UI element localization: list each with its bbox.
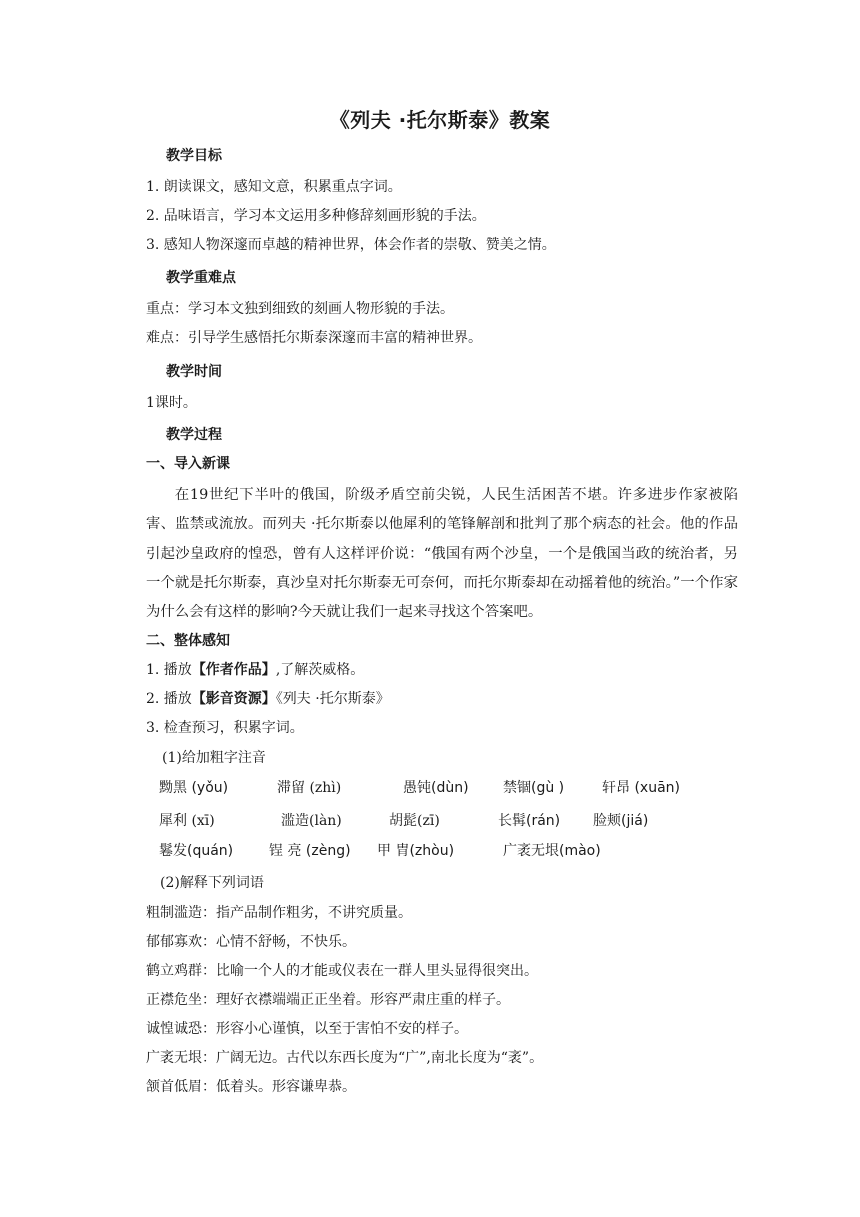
page-title: 《列夫 ·托尔斯泰》教案 [329,108,551,132]
pinyin-row [159,778,759,798]
pinyin-item: 脸颊(jiá) [593,813,649,829]
pinyin-item: 犀利 (xī) [159,813,215,829]
goal-item: 2. 品味语言，学习本文运用多种修辞刻画形貌的手法。 [146,208,486,224]
time-value: 1课时。 [146,395,197,411]
definition-item: 粗制滥造：指产品制作粗劣，不讲究质量。 [146,905,412,921]
focus-text: 重点：学习本文独到细致的刻画人物形貌的手法。 [146,301,454,317]
goal-item: 1. 朗读课文，感知文意，积累重点字词。 [146,179,402,195]
definition-item: 诚惶诚恐：形容小心谨慎，以至于害怕不安的样子。 [146,1021,468,1037]
step-2-resource: 【影音资源】 [191,691,276,707]
definition-item: 颔首低眉：低着头。形容谦卑恭。 [146,1079,356,1095]
pinyin-item: 滞留 (zhì) [277,780,342,796]
step-1-suffix: ,了解茨威格。 [275,662,365,678]
definition-item: 郁郁寡欢：心情不舒畅，不快乐。 [146,934,356,950]
step-2-suffix: 《列夫 ·托尔斯泰》 [275,691,390,707]
pinyin-item: 锃 亮 (zèng) [269,843,351,859]
intro-paragraph: 在19世纪下半叶的俄国，阶级矛盾空前尖锐，人民生活困苦不堪。许多进步作家被陷害、监禁或流放。而列夫 ·托尔斯泰以他犀利的笔锋解剖和批判了那个病态的社会。他的作品引起沙皇政府的惶恐，曾有人这样评价说：“俄国有两个沙皇，一个是俄国当政的统治者，另一个就是托尔斯泰，真沙皇对托尔斯泰无可奈何，而托尔斯泰却在动摇着他的统治。”一个作家为什么会有这样的影响?今天就让我们一起来寻找这个答案吧。 [146,487,738,621]
step-2 [146,689,746,709]
pinyin-item: 胡髭(zī) [389,813,440,829]
step-1 [146,660,746,680]
time-heading: 教学时间 [166,364,222,380]
pinyin-item: 滥造(làn) [281,813,342,829]
goals-heading: 教学目标 [166,148,222,164]
pinyin-row [159,841,759,861]
pinyin-item: 广袤无垠(mào) [503,843,601,859]
definition-item: 鹤立鸡群：比喻一个人的才能或仪表在一群人里头显得很突出。 [146,963,538,979]
section1-heading: 一、导入新课 [146,456,230,472]
pinyin-item: 轩昂 (xuān) [602,780,680,796]
section2-heading: 二、整体感知 [146,633,230,649]
pinyin-item: 禁锢(gù ) [503,780,565,796]
step-1-resource: 【作者作品】 [191,662,276,678]
definition-item: 广袤无垠：广阔无边。古代以东西长度为“广”,南北长度为“袤”。 [146,1050,544,1066]
sub-heading-definitions: (2)解释下列词语 [160,875,264,891]
definition-item: 正襟危坐：理好衣襟端端正正坐着。形容严肃庄重的样子。 [146,992,510,1008]
keypoints-heading: 教学重难点 [166,270,236,286]
pinyin-item: 鬈发(quán) [159,843,234,859]
pinyin-row [159,811,759,831]
pinyin-item: 长髯(rán) [498,813,561,829]
step-1-prefix: 1. 播放 [146,662,192,678]
pinyin-item: 甲 胄(zhòu) [377,843,455,859]
goal-item: 3. 感知人物深邃而卓越的精神世界，体会作者的崇敬、赞美之情。 [146,237,556,253]
difficulty-text: 难点：引导学生感悟托尔斯泰深邃而丰富的精神世界。 [146,330,482,346]
sub-heading-pinyin: (1)给加粗字注音 [162,750,266,766]
pinyin-item: 黝黑 (yǒu) [159,780,229,796]
step-3: 3. 检查预习，积累字词。 [146,720,304,736]
step-2-prefix: 2. 播放 [146,691,192,707]
pinyin-item: 愚钝(dùn) [403,780,469,796]
process-heading: 教学过程 [166,427,222,443]
